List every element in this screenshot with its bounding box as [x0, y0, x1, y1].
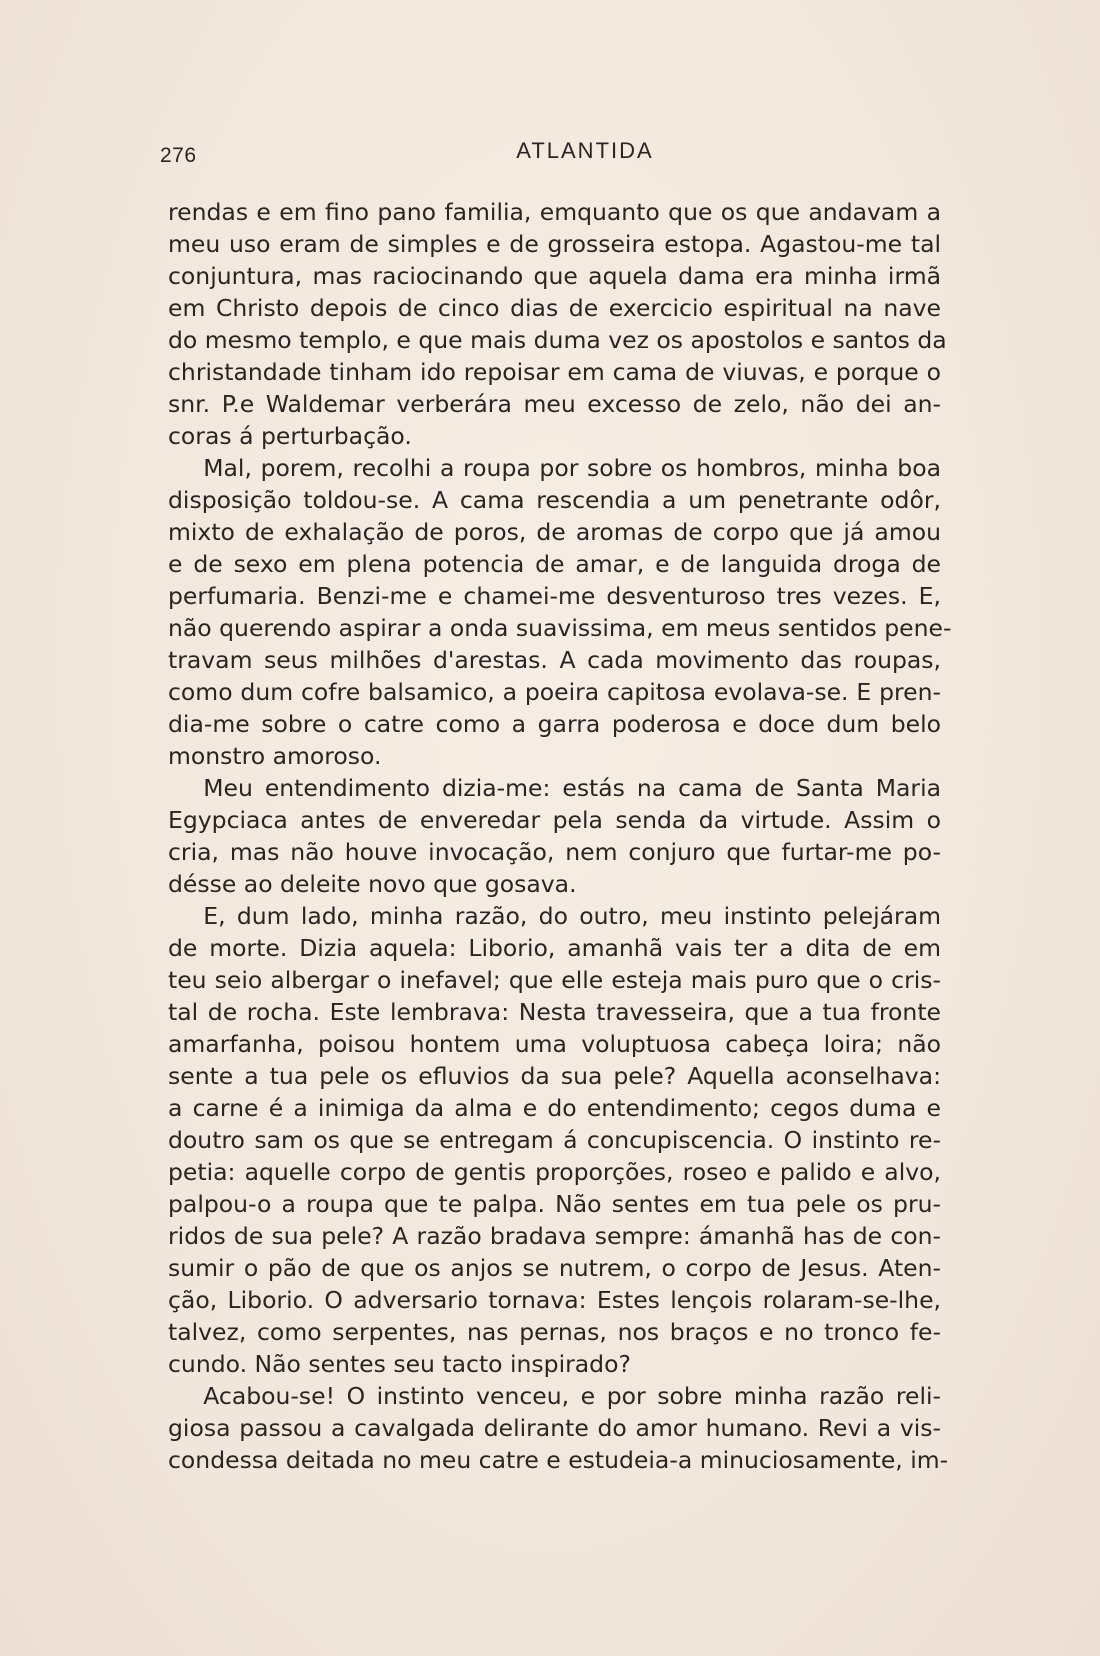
- text-line: ção, Liborio. O adversario tornava: Estes lençois rolaram-se-lhe,: [168, 1286, 941, 1314]
- page-number: 276: [160, 144, 197, 167]
- text-line: doutro sam os que se entregam á concupiscencia. O instinto re-: [168, 1126, 941, 1154]
- text-line: sumir o pão de que os anjos se nutrem, o corpo de Jesus. Aten-: [168, 1254, 941, 1282]
- text-line: teu seio albergar o inefavel; que elle esteja mais puro que o cris-: [168, 966, 941, 994]
- text-line: Acabou-se! O instinto venceu, e por sobre minha razão reli-: [168, 1382, 941, 1410]
- text-line: rendas e em fino pano familia, emquanto que os que andavam a: [168, 198, 941, 226]
- text-line: a carne é a inimiga da alma e do entendimento; cegos duma e: [168, 1094, 941, 1122]
- text-line: dia-me sobre o catre como a garra poderosa e doce dum belo: [168, 710, 941, 738]
- text-line: mixto de exhalação de poros, de aromas de corpo que já amou: [168, 518, 941, 546]
- text-line: Mal, porem, recolhi a roupa por sobre os hombros, minha boa: [168, 454, 941, 482]
- text-line: cundo. Não sentes seu tacto inspirado?: [168, 1350, 631, 1378]
- paragraph: [168, 196, 947, 452]
- text-line: amarfanha, poisou hontem uma voluptuosa cabeça loira; não: [168, 1030, 941, 1058]
- text-line: snr. P.e Waldemar verberára meu excesso de zelo, não dei an-: [168, 390, 941, 418]
- page-header: [160, 138, 940, 178]
- text-line: do mesmo templo, e que mais duma vez os apostolos e santos da: [168, 326, 947, 354]
- text-line: travam seus milhões d'arestas. A cada movimento das roupas,: [168, 646, 941, 674]
- text-line: petia: aquelle corpo de gentis proporções, roseo e palido e alvo,: [168, 1158, 941, 1186]
- text-line: em Christo depois de cinco dias de exercicio espiritual na nave: [168, 294, 941, 322]
- running-title: ATLANTIDA: [516, 138, 654, 163]
- text-line: cria, mas não houve invocação, nem conjuro que furtar-me po-: [168, 838, 941, 866]
- text-line: conjuntura, mas raciocinando que aquela dama era minha irmã: [168, 262, 941, 290]
- text-line: meu uso eram de simples e de grosseira estopa. Agastou-me tal: [168, 230, 941, 258]
- text-line: Egypciaca antes de enveredar pela senda da virtude. Assim o: [168, 806, 941, 834]
- body-text: [168, 196, 952, 1476]
- text-line: christandade tinham ido repoisar em cama de viuvas, e porque o: [168, 358, 941, 386]
- text-line: não querendo aspirar a onda suavissima, em meus sentidos pene-: [168, 614, 952, 642]
- text-line: sente a tua pele os efluvios da sua pele? Aquella aconselhava:: [168, 1062, 941, 1090]
- paragraph: [168, 452, 952, 772]
- paragraph: [168, 900, 941, 1380]
- text-line: désse ao deleite novo que gosava.: [168, 870, 577, 898]
- text-line: giosa passou a cavalgada delirante do amor humano. Revi a vis-: [168, 1414, 941, 1442]
- text-line: de morte. Dizia aquela: Liborio, amanhã vais ter a dita de em: [168, 934, 941, 962]
- text-line: monstro amoroso.: [168, 742, 382, 770]
- paragraph: [168, 1380, 949, 1476]
- text-line: coras á perturbação.: [168, 422, 412, 450]
- text-line: perfumaria. Benzi-me e chamei-me desventuroso tres vezes. E,: [168, 582, 941, 610]
- text-line: Meu entendimento dizia-me: estás na cama de Santa Maria: [168, 774, 941, 802]
- text-line: E, dum lado, minha razão, do outro, meu instinto pelejáram: [168, 902, 941, 930]
- text-line: e de sexo em plena potencia de amar, e de languida droga de: [168, 550, 941, 578]
- text-line: palpou-o a roupa que te palpa. Não sentes em tua pele os pru-: [168, 1190, 941, 1218]
- text-line: disposição toldou-se. A cama rescendia a um penetrante odôr,: [168, 486, 941, 514]
- paragraph: [168, 772, 941, 900]
- text-line: tal de rocha. Este lembrava: Nesta travesseira, que a tua fronte: [168, 998, 941, 1026]
- text-line: condessa deitada no meu catre e estudeia-a minuciosamente, im-: [168, 1446, 949, 1474]
- text-line: como dum cofre balsamico, a poeira capitosa evolava-se. E pren-: [168, 678, 941, 706]
- text-line: ridos de sua pele? A razão bradava sempre: ámanhã has de con-: [168, 1222, 941, 1250]
- text-line: talvez, como serpentes, nas pernas, nos braços e no tronco fe-: [168, 1318, 941, 1346]
